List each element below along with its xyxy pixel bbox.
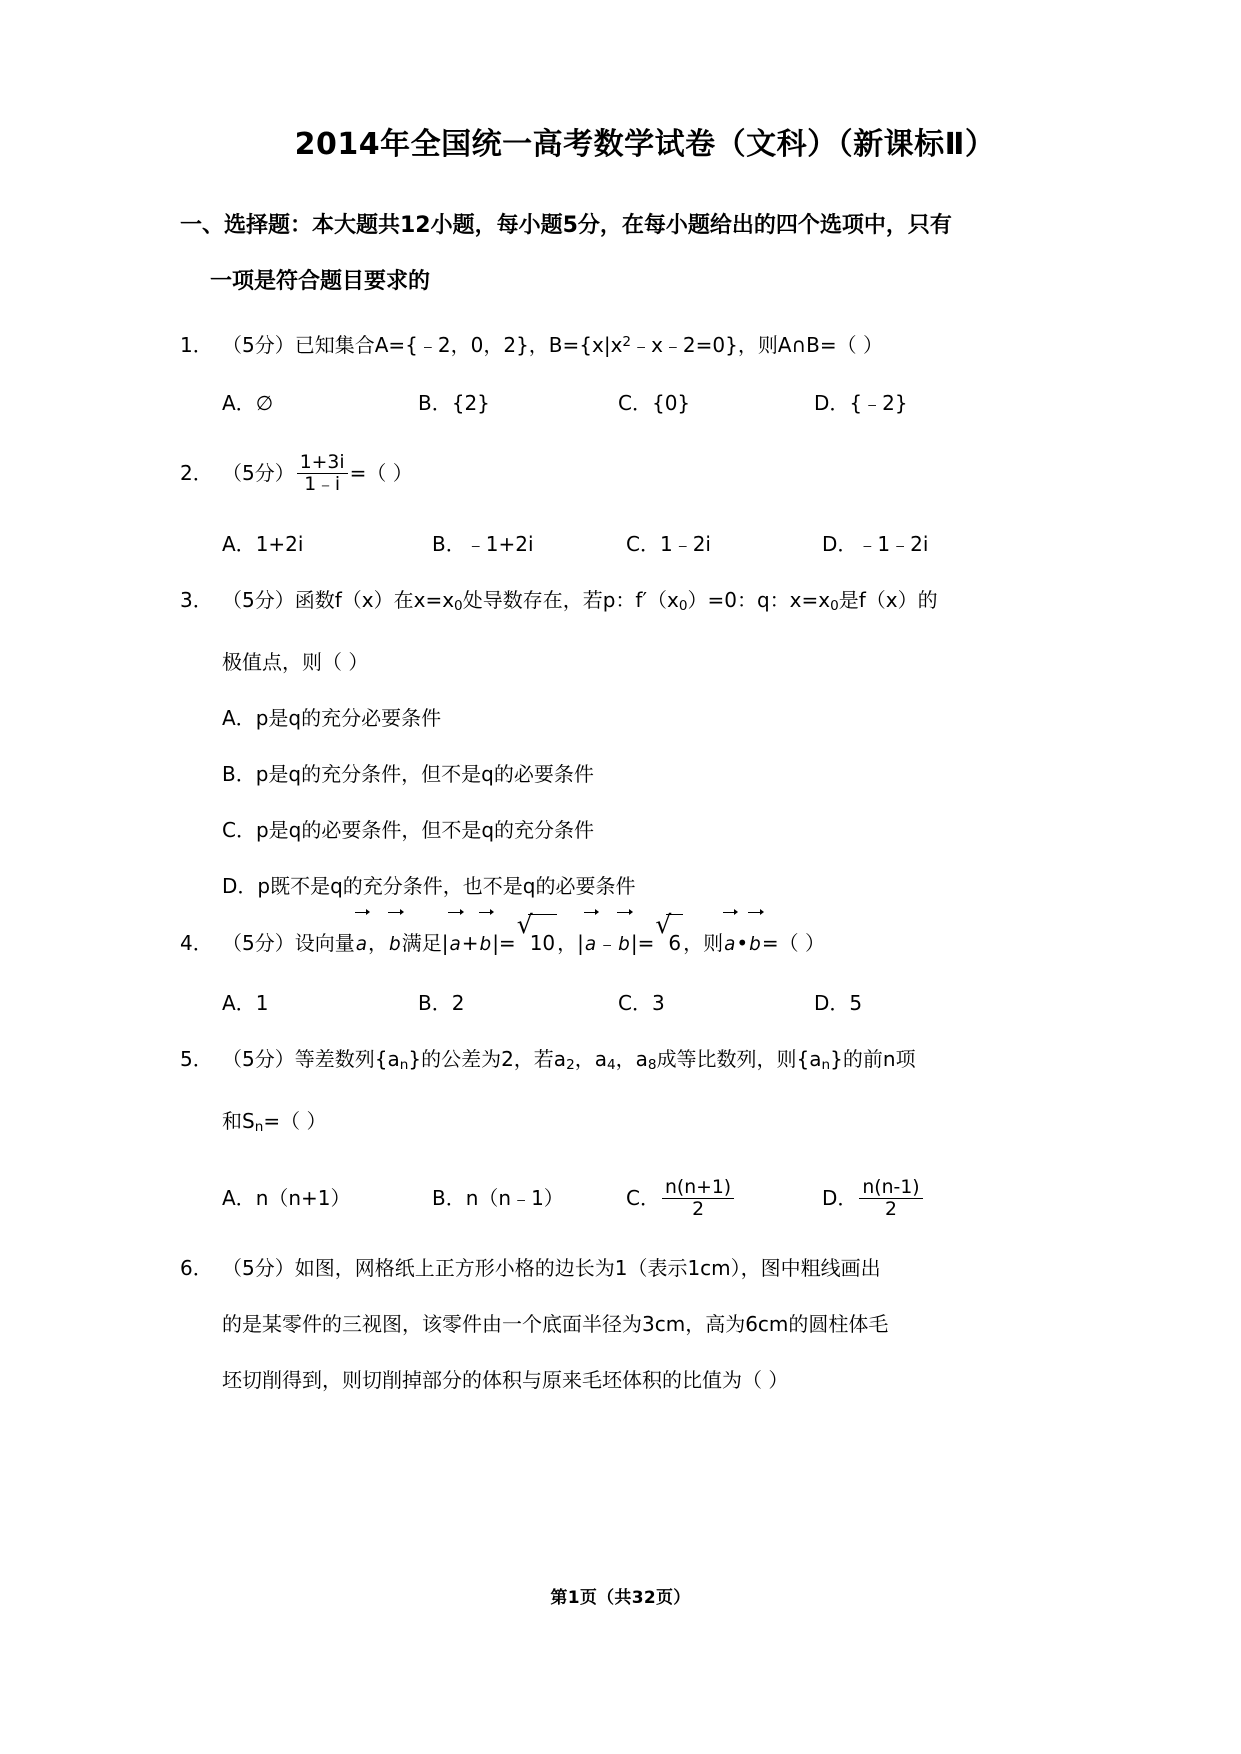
question-3-score: （5分） [222, 588, 295, 613]
question-4-number: 4． [180, 931, 213, 956]
question-1-stem-a: 已知集合A={﹣2，0，2}，B={x|x [294, 333, 623, 358]
question-2-number: 2． [180, 460, 213, 485]
question-1-options [180, 373, 1080, 431]
question-2-fraction: $\frac{1+3i}{1﹣i}$ [297, 452, 348, 495]
question-1-option-c[interactable]: C．{0} [618, 390, 691, 415]
question-2-option-b[interactable]: B．﹣1+2i [432, 532, 534, 557]
page-content [180, 125, 1080, 1408]
question-1-stem [180, 314, 1080, 373]
question-6-stem-line3: 坯切削得到，则切削掉部分的体积与原来毛坯体积的比值为（ ） [222, 1368, 789, 1393]
question-4-options [180, 973, 1080, 1031]
question-5-option-c-fraction: $\frac{n(n+1)}{2}$ [662, 1177, 734, 1220]
question-5-option-d-fraction: $\frac{n(n-1)}{2}$ [859, 1177, 922, 1220]
question-3-option-b[interactable]: B．p是q的充分条件，但不是q的必要条件 [222, 762, 594, 787]
question-5-options [180, 1155, 1080, 1241]
question-1-score: （5分） [222, 333, 295, 358]
question-1-stem-b: ﹣x﹣2=0}，则A∩B=（ ） [631, 333, 884, 358]
question-2-option-a[interactable]: A．1+2i [222, 532, 304, 557]
question-3 [180, 572, 1080, 914]
question-4-option-d[interactable]: D．5 [814, 990, 863, 1015]
section-heading-line2: 一项是符合题目要求的 [210, 269, 431, 294]
question-3-option-d[interactable]: D．p既不是q的充分条件，也不是q的必要条件 [222, 874, 636, 899]
question-1-number: 1． [180, 333, 213, 358]
question-2-score: （5分） [222, 460, 295, 485]
vector-a-icon: a [724, 917, 735, 973]
question-5 [180, 1031, 1080, 1240]
vector-a-icon: a [449, 917, 460, 973]
question-4-score: （5分） [222, 931, 295, 956]
question-2-option-c[interactable]: C．1﹣2i [626, 532, 711, 557]
question-1-exponent: 2 [622, 334, 632, 350]
page-title: 2014年全国统一高考数学试卷（文科）（新课标Ⅱ） [294, 127, 996, 162]
sqrt-icon: √ 10 [517, 914, 557, 971]
question-5-option-d[interactable]: D． $\frac{n(n-1)}{2}$ [822, 1156, 925, 1240]
question-5-number: 5． [180, 1046, 213, 1071]
question-3-option-a[interactable]: A．p是q的充分必要条件 [222, 706, 442, 731]
vector-a-icon: a [585, 917, 596, 973]
vector-a-icon: a [356, 917, 367, 973]
question-1-option-b[interactable]: B．{2} [418, 390, 490, 415]
question-3-number: 3． [180, 588, 213, 613]
question-2 [180, 431, 1080, 573]
vector-b-icon: b [389, 917, 401, 973]
question-4-option-a[interactable]: A．1 [222, 990, 269, 1015]
question-5-score: （5分） [222, 1046, 295, 1071]
question-3-stem-line1: 3． （5分）函数f（x）在$x=x_0$处导数存在，若p：$f'(x_0)=0$：q：$x=x_0$是f（x）的 [180, 572, 1080, 634]
vector-b-icon: b [749, 917, 761, 973]
question-1-option-d[interactable]: D．{﹣2} [814, 390, 908, 415]
question-3-stem-line2: 极值点，则（ ） [222, 650, 369, 675]
question-2-option-d[interactable]: D．﹣1﹣2i [822, 532, 929, 557]
question-6-stem-line1: 6． （5分）如图，网格纸上正方形小格的边长为1（表示1cm），图中粗线画出 [180, 1240, 1080, 1296]
question-3-option-c[interactable]: C．p是q的必要条件，但不是q的充分条件 [222, 818, 595, 843]
question-4 [180, 910, 1080, 1031]
question-6-score: （5分） [222, 1256, 295, 1281]
question-5-option-b[interactable]: B．n（n﹣1） [432, 1186, 564, 1211]
question-6 [180, 1240, 1080, 1408]
page-footer: 第1页（共32页） [550, 1588, 691, 1608]
vector-b-icon: b [618, 917, 630, 973]
question-4-option-b[interactable]: B．2 [418, 990, 465, 1015]
question-5-stem-line2: 和$S_n=$（ ） [222, 1108, 327, 1135]
question-2-options [180, 515, 1080, 573]
vector-b-icon: b [480, 917, 492, 973]
question-5-stem-line1: 5． （5分）等差数列$\{a_n\}$的公差为2，若$a_2$，$a_4$，$a_8$成等比数列，则$\{a_n\}$的前n项 [180, 1031, 1080, 1093]
question-4-option-c[interactable]: C．3 [618, 990, 665, 1015]
question-6-number: 6． [180, 1256, 213, 1281]
section-heading [180, 198, 1080, 310]
question-6-stem-line2: 的是某零件的三视图，该零件由一个底面半径为3cm，高为6cm的圆柱体毛 [222, 1312, 889, 1337]
question-2-stem-rest: =（ ） [349, 460, 413, 485]
question-5-option-a[interactable]: A．n（n+1） [222, 1186, 351, 1211]
question-4-stem: 4． （5分）设向量 a， b满足| a+ b|= √ 10 ，| a﹣ b|= √ 6 ，则 a• b=（ ） [180, 914, 1080, 973]
question-5-option-c[interactable]: C． $\frac{n(n+1)}{2}$ [626, 1156, 822, 1240]
question-2-stem [180, 431, 1080, 515]
question-1 [180, 314, 1080, 431]
section-heading-line1: 一、选择题：本大题共12小题，每小题5分，在每小题给出的四个选项中，只有 [180, 213, 952, 238]
sqrt-icon: √ 6 [655, 914, 683, 971]
question-1-option-a[interactable]: A．∅ [222, 390, 274, 415]
